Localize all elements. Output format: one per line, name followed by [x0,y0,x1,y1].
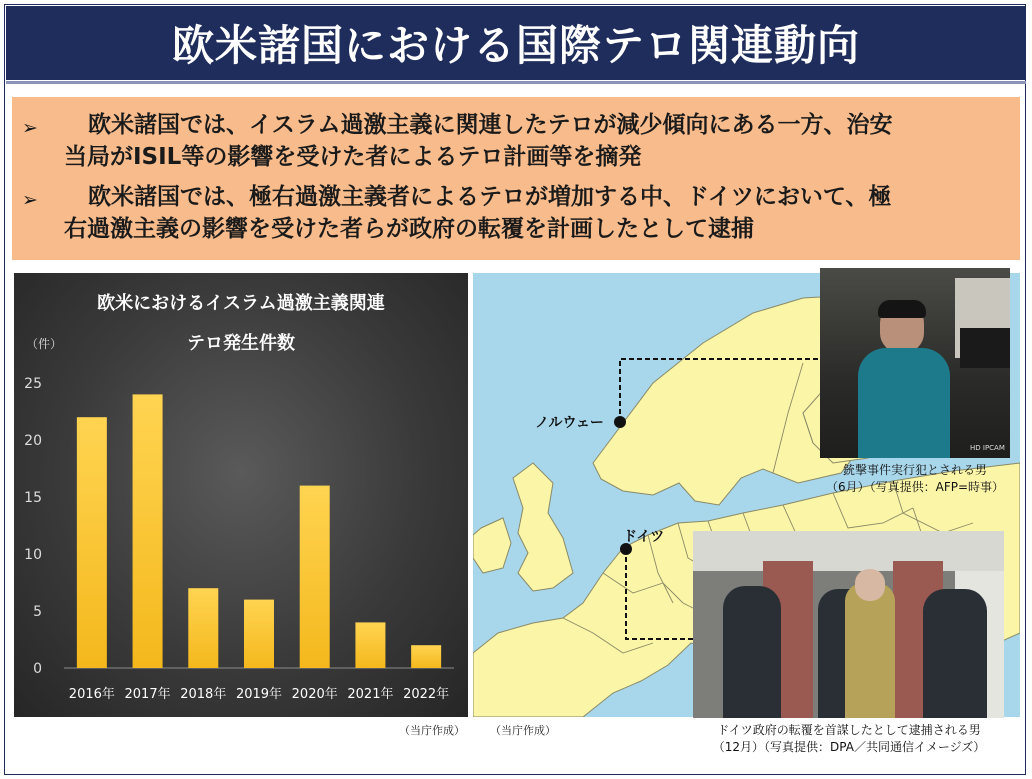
photo-2-caption [688,722,1010,756]
bullet-arrow-icon: ➢ [22,189,38,211]
photo-2-caption-line-2: （12月）（写真提供：DPA／共同通信イメージズ） [712,740,986,754]
x-tick-label: 2019年 [235,687,283,702]
y-tick-label: 0 [33,661,42,677]
bar-2018年 [188,588,218,668]
bar-2021年 [355,622,385,668]
map-credit: （当庁作成） [490,724,556,737]
chart-credit: （当庁作成） [399,724,465,737]
summary-box [12,97,1020,260]
photo-shooting-suspect [820,268,1010,458]
chart-title-line-2: テロ発生件数 [187,333,295,354]
photo-1-caption-line-1: 銃撃事件実行犯とされる男 [842,463,987,477]
x-tick-label: 2021年 [347,687,394,702]
bar-2020年 [300,486,330,668]
chart-title-line-1: 欧米におけるイスラム過激主義関連 [97,293,385,314]
y-tick-label: 20 [24,433,42,449]
y-tick-label: 5 [33,604,42,620]
y-tick-label: 10 [24,547,42,563]
y-tick-label: 25 [24,376,42,392]
bar-chart [14,273,468,717]
ireland-landmass [473,518,511,573]
bullet-arrow-icon: ➢ [22,117,38,139]
bar-chart-panel [14,273,468,717]
photo-2-caption-line-1: ドイツ政府の転覆を首謀したとして逮捕される男 [717,723,981,737]
bar-2022年 [411,645,441,668]
photo-germany-arrest [693,531,1004,718]
photo-watermark: HD IPCAM [970,444,1005,452]
bar-2019年 [244,600,274,668]
summary-item-2 [64,181,1014,245]
summary-item-1 [64,109,1014,173]
photo-1-caption-line-2: （6月）（写真提供：AFP=時事） [825,480,1005,494]
x-tick-label: 2016年 [68,687,115,702]
x-tick-label: 2020年 [291,687,338,702]
photo-1-caption [812,462,1018,496]
summary-item-1-line-2: 当局がISIL等の影響を受けた者によるテロ計画等を摘発 [64,144,642,170]
x-tick-label: 2022年 [403,687,450,702]
x-tick-label: 2017年 [124,687,171,702]
great-britain-landmass [513,463,573,591]
page-title: 欧米諸国における国際テロ関連動向 [171,21,860,70]
norway-label: ノルウェー [535,415,604,431]
summary-item-2-line-2: 右過激主義の影響を受けた者らが政府の転覆を計画したとして逮捕 [64,216,754,242]
germany-label: ドイツ [623,529,665,545]
bar-2016年 [77,417,107,668]
title-bar [6,6,1026,80]
summary-item-2-line-1: 欧米諸国では、極右過激主義者によるテロが増加する中、ドイツにおいて、極 [88,184,892,210]
y-axis-label: （件） [26,337,63,351]
summary-item-1-line-1: 欧米諸国では、イスラム過激主義に関連したテロが減少傾向にある一方、治安 [88,112,893,138]
title-underline [6,81,1026,84]
x-tick-label: 2018年 [180,687,227,702]
bar-2017年 [133,394,163,668]
y-tick-label: 15 [24,490,42,506]
